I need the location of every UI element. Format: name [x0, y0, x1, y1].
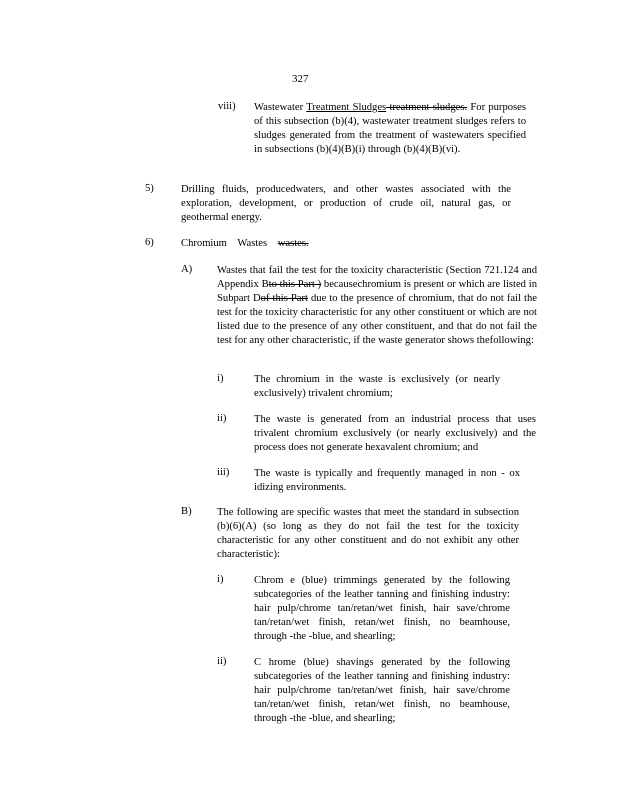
item-6-a-ii-label: ii)	[217, 413, 227, 424]
item-6-a-i-label: i)	[217, 373, 224, 384]
item-6-a-ii-text: The waste is generated from an industrial process that uses trivalent chromium exclusively (or nearly exclusively) and the process does not generate hexavalent chromium; and	[254, 414, 536, 453]
item-6-heading: Chromium Wastes	[181, 238, 268, 249]
item-5-text: Drilling fluids, producedwaters, and other wastes associated with the exploration, development, or production of crude oil, natural gas, or geothermal energy.	[181, 184, 511, 223]
item-6-b-i-label: i)	[217, 574, 224, 585]
item-6-a-iii-label: iii)	[217, 467, 230, 478]
item-6-b-text: The following are specific wastes that meet the standard in subsection (b)(6)(A) (so long as they do not fail the test for the toxicity characteristic for any other constituent and do not exhibit any other characteristic):	[217, 507, 519, 560]
item-6-b-ii-label: ii)	[217, 656, 227, 667]
item-6-a-iii-text: The waste is typically and frequently managed in non - ox idizing environments.	[254, 468, 520, 493]
item-viii-pre: Wastewater	[254, 102, 307, 113]
deleted-text: treatment sludges.	[386, 102, 468, 113]
item-6-b-i-text: Chrom e (blue) trimmings generated by the following subcategories of the leather tanning and finishing industry: hair pulp/chrome tan/retan/wet finish, hair save/chrome tan/retan/wet finish, retan/wet finish, no beamhouse, through -the -blue, and shearling;	[254, 575, 510, 642]
item-6-text	[181, 237, 381, 251]
item-5-label: 5)	[145, 183, 154, 194]
item-6-a-text	[217, 264, 537, 348]
deleted-text: of this Part	[260, 293, 308, 304]
item-viii-text	[254, 101, 526, 157]
item-6-b-label: B)	[181, 506, 192, 517]
item-viii-post: For purposes of this subsection (b)(4), wastewater treatment sludges refers to sludges generated from the treatment of wastewaters specified in subsections (b)(4)(B)(i) through (b)(4)(B)(vi).	[254, 102, 527, 155]
item-6-a-part3: due to the presence of chromium, that do not fail the test for the toxicity characteristic for any other constituent or which are not listed due to the presence of any other constituent, and that do not fail the test for any other characteristic, if the waste generator shows thefollowing:	[217, 293, 537, 346]
item-6-a-label: A)	[181, 264, 193, 275]
item-6-a-part2: becausechromium is present or which are listed in Subpart D	[217, 279, 537, 304]
item-6-b-ii-text: C hrome (blue) shavings generated by the following subcategories of the leather tanning and finishing industry: hair pulp/chrome tan/retan/wet finish, hair save/chrome tan/retan/wet finish, retan/wet finish, no beamhouse, through -the -blue, and shearling;	[254, 657, 510, 724]
item-6-a-part1: Wastes that fail the test for the toxicity characteristic (Section 721.124 and Appendix B	[217, 265, 537, 290]
item-6-a-i-text: The chromium in the waste is exclusively (or nearly exclusively) trivalent chromium;	[254, 374, 500, 399]
deleted-text: wastes.	[277, 238, 309, 249]
deleted-text: to this Part )	[268, 279, 322, 290]
page-number: 327	[292, 73, 309, 85]
item-6-label: 6)	[145, 237, 154, 248]
item-viii-label: viii)	[218, 101, 236, 112]
inserted-text: Treatment Sludges	[306, 102, 387, 113]
